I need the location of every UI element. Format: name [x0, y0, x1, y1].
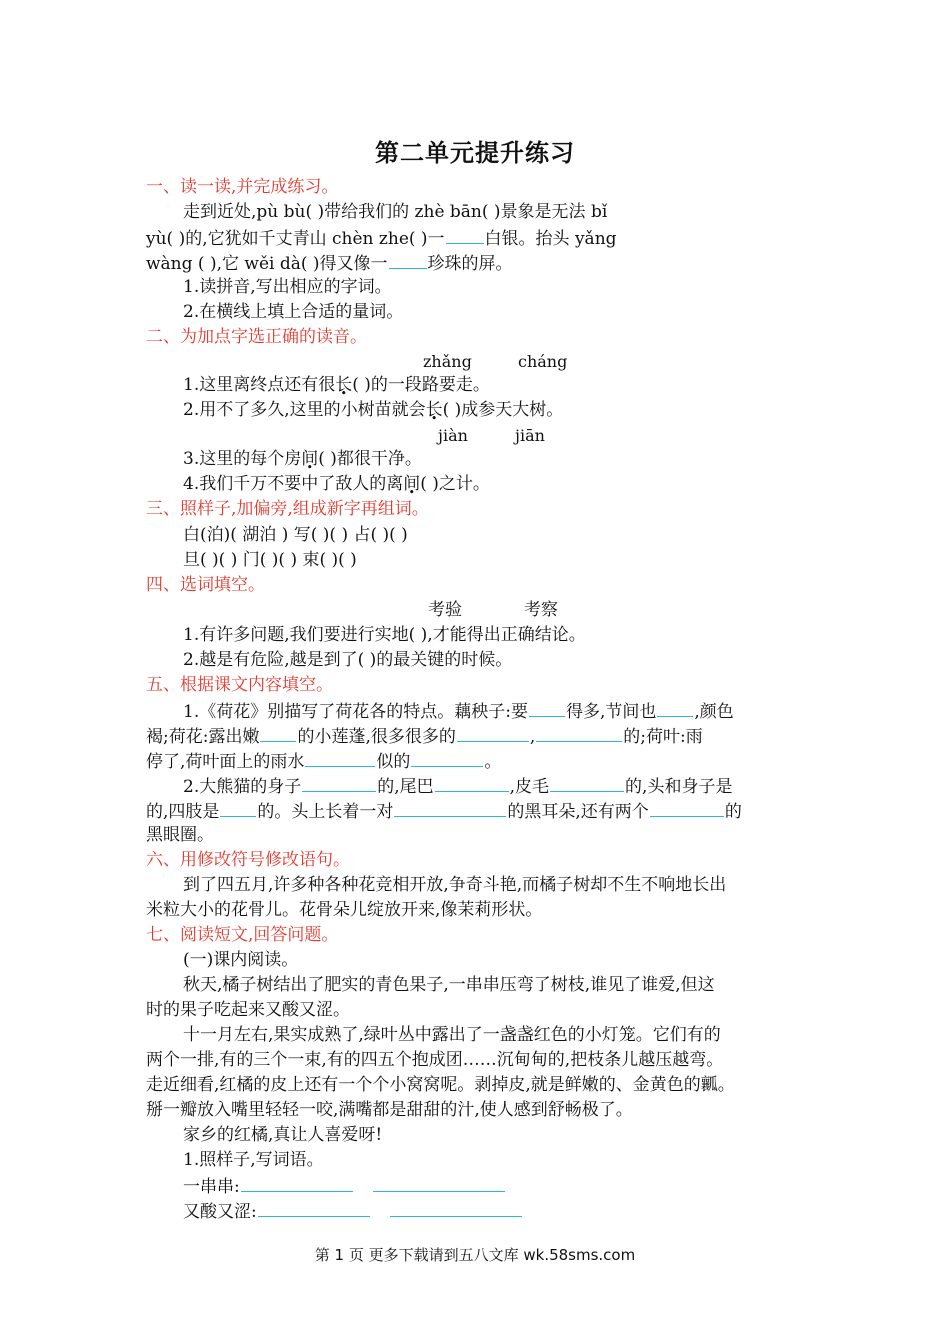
s4-question-1: 1.有许多问题,我们要进行实地( ),才能得出正确结论。 [183, 625, 586, 645]
s1-question-1: 1.读拼音,写出相应的字词。 [183, 277, 392, 297]
passage-line: 时的果子吃起来又酸又涩。 [146, 1000, 350, 1020]
s4-question-2: 2.越是有危险,越是到了( )的最关键的时候。 [183, 650, 513, 670]
blank-line[interactable] [394, 798, 506, 817]
pinyin-option: jiàn [438, 426, 468, 445]
s6-line-2: 米粒大小的花骨儿。花骨朵儿绽放开来,像茉莉形状。 [146, 900, 543, 920]
s3-row-2: 旦( )( ) 门( )( ) 束( )( ) [183, 550, 357, 570]
blank-line[interactable] [536, 723, 622, 742]
blank-line[interactable] [411, 748, 483, 767]
blank-line[interactable] [650, 798, 724, 817]
blank-line[interactable] [260, 723, 296, 742]
blank-line[interactable] [241, 1173, 353, 1192]
s7-example-2: 又酸又涩: [183, 1198, 803, 1225]
page-footer: 第 1 页 更多下载请到五八文库 wk.58sms.com [314, 1246, 636, 1264]
passage-line: 两个一排,有的三个一束,有的四五个抱成团……沉甸甸的,把枝条儿越压越弯。 [146, 1050, 724, 1070]
s1-line-3: wàng ( ),它 wěi dà( )得又像一 珍珠的屏。 [146, 250, 806, 277]
section-3-heading: 三、照样子,加偏旁,组成新字再组词。 [146, 499, 429, 519]
pinyin-option: zhǎng [423, 352, 472, 371]
passage-line: 走近细看,红橘的皮上还有一个个小窝窝呢。剥掉皮,就是鲜嫩的、金黄色的瓤。 [146, 1075, 735, 1095]
blank-line[interactable] [435, 773, 509, 792]
s2-question-4: 4.我们千万不要中了敌人的离间( )之计。 [183, 474, 490, 494]
blank-line[interactable] [373, 1173, 505, 1192]
blank-line[interactable] [258, 1198, 370, 1217]
word-option: 考察 [524, 600, 558, 620]
s1-question-2: 2.在横线上填上合适的量词。 [183, 302, 404, 322]
section-7-heading: 七、阅读短文,回答问题。 [146, 925, 339, 945]
blank-line[interactable] [529, 698, 565, 717]
passage-line: 掰一瓣放入嘴里轻轻一咬,满嘴都是甜甜的汁,使人感到舒畅极了。 [146, 1100, 633, 1120]
section-5-heading: 五、根据课文内容填空。 [146, 675, 333, 695]
passage-line: 家乡的红橘,真让人喜爱呀! [183, 1125, 383, 1145]
s7-example-1: 一串串: [183, 1173, 803, 1200]
section-2-heading: 二、为加点字选正确的读音。 [146, 327, 367, 347]
blank-line[interactable] [220, 798, 256, 817]
s1-line-2: yù( )的,它犹如千丈青山 chèn zhe( )一 白银。抬头 yǎng [146, 225, 806, 252]
s7-question-1: 1.照样子,写词语。 [183, 1150, 324, 1170]
blank-line[interactable] [302, 773, 376, 792]
s5-line-3: 停了,荷叶面上的雨水 似的 。 [146, 748, 806, 775]
blank-line[interactable] [305, 748, 375, 767]
blank-line[interactable] [446, 225, 484, 244]
blank-line[interactable] [550, 773, 624, 792]
pinyin-option: cháng [518, 352, 568, 371]
s3-row-1: 白(泊)( 湖泊 ) 写( )( ) 占( )( ) [183, 525, 408, 545]
passage-line: 十一月左右,果实成熟了,绿叶丛中露出了一盏盏红色的小灯笼。它们有的 [183, 1025, 721, 1045]
s5-line-1: 1.《荷花》别描写了荷花各的特点。藕秧子:要 得多,节间也 ,颜色 [183, 698, 803, 725]
blank-line[interactable] [657, 698, 693, 717]
s2-question-3: 3.这里的每个房间( )都很干净。 [183, 449, 422, 469]
s5-line-2: 褐;荷花:露出嫩 的小莲蓬,很多很多的 , 的;荷叶:雨 [146, 723, 806, 750]
s1-line-1: 走到近处,pù bù( )带给我们的 zhè bān( )景象是无法 bǐ [183, 202, 608, 222]
blank-line[interactable] [389, 250, 427, 269]
s5-line-4: 2.大熊猫的身子 的,尾巴 ,皮毛 的,头和身子是 [183, 773, 803, 800]
passage-line: 秋天,橘子树结出了肥实的青色果子,一串串压弯了树枝,谁见了谁爱,但这 [183, 975, 715, 995]
s2-question-2: 2.用不了多久,这里的小树苗就会长( )成参天大树。 [183, 400, 564, 420]
s5-line-6: 黑眼圈。 [146, 825, 214, 845]
word-option: 考验 [428, 600, 462, 620]
pinyin-option: jiān [515, 426, 545, 445]
section-6-heading: 六、用修改符号修改语句。 [146, 850, 350, 870]
section-4-heading: 四、选词填空。 [146, 575, 265, 595]
section-1-heading: 一、读一读,并完成练习。 [146, 177, 339, 197]
blank-line[interactable] [457, 723, 529, 742]
blank-line[interactable] [390, 1198, 522, 1217]
page-title: 第二单元提升练习 [375, 138, 575, 167]
s7-subheading: (一)课内阅读。 [183, 950, 299, 970]
s6-line-1: 到了四五月,许多种各种花竞相开放,争奇斗艳,而橘子树却不生不响地长出 [183, 875, 727, 895]
s2-question-1: 1.这里离终点还有很长( )的一段路要走。 [183, 375, 490, 395]
s5-line-5: 的,四肢是 的。头上长着一对 的黑耳朵,还有两个 的 [146, 798, 806, 825]
